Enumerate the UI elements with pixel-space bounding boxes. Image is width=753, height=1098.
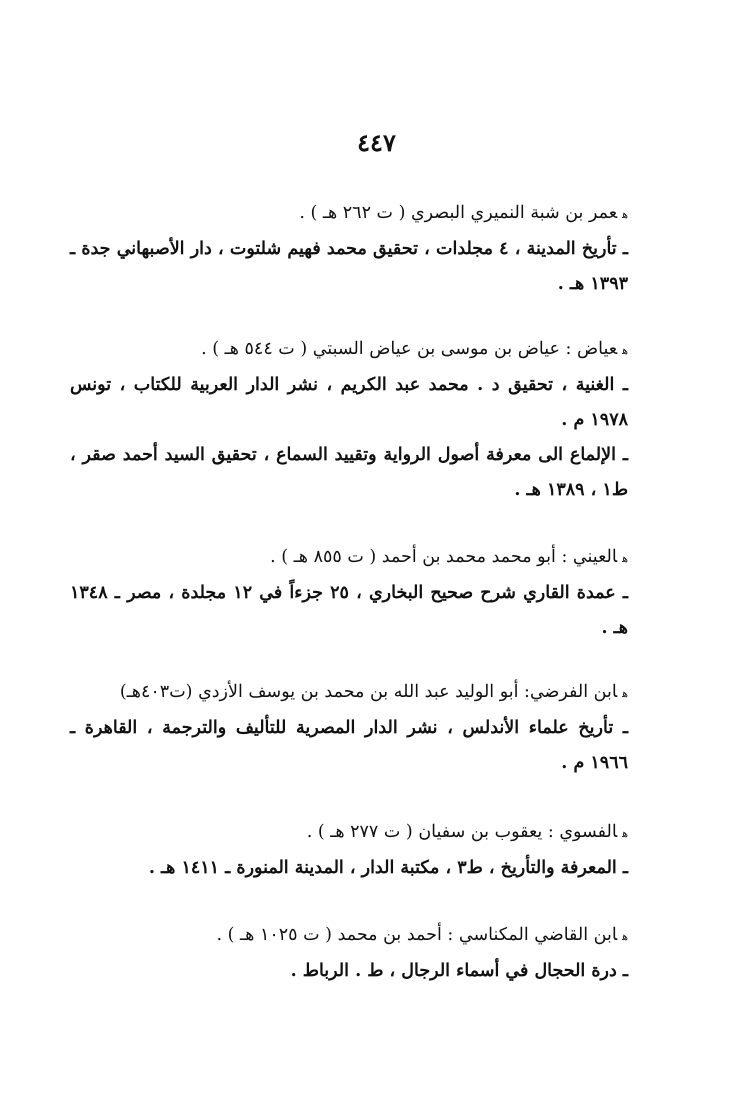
entry-work: ـ الغنية ، تحقيق د . محمد عبد الكريم ، نشر الدار العربية للكتاب ، تونس ١٩٧٨ م . (70, 375, 628, 430)
entry-marker: ه (622, 344, 628, 357)
entry-work: ـ تأريخ المدينة ، ٤ مجلدات ، تحقيق محمد فهيم شلتوت ، دار الأصبهاني جدة ـ ١٣٩٣ هـ . (70, 239, 628, 294)
entry-work: ـ تأريخ علماء الأندلس ، نشر الدار المصرية للتأليف والترجمة ، القاهرة ـ ١٩٦٦ م . (70, 718, 628, 773)
entry-marker: ه (622, 827, 628, 840)
entry-author (70, 332, 628, 368)
author-text: ابن القاضي المكناسي : أحمد بن محمد ( ت ١٠٢٥ هـ ) . (216, 925, 618, 945)
author-text: ابن الفرضي: أبو الوليد عبد الله بن محمد بن يوسف الأزدي (ت٤٠٣هـ) (119, 682, 618, 702)
entry-author (70, 196, 628, 232)
bibliography-entry (70, 332, 628, 508)
bibliography-entry (70, 196, 628, 302)
entry-author (70, 675, 628, 711)
bibliography-entry (70, 675, 628, 781)
bibliography-entry (70, 918, 628, 989)
entry-marker: ه (622, 930, 628, 943)
author-text: العيني : أبو محمد محمد بن أحمد ( ت ٨٥٥ هـ ) . (270, 547, 618, 567)
page-number: ٤٤٧ (357, 128, 396, 157)
entry-work: ـ الإلماع الى معرفة أصول الرواية وتقييد السماع ، تحقيق السيد أحمد صقر ، ط١ ، ١٣٨٩ هـ . (70, 445, 628, 500)
entry-marker: ه (622, 687, 628, 700)
entry-author (70, 815, 628, 851)
entry-author (70, 918, 628, 954)
entry-marker: ه (622, 552, 628, 565)
entry-author (70, 540, 628, 576)
author-text: الفسوي : يعقوب بن سفيان ( ت ٢٧٧ هـ ) . (306, 822, 618, 842)
entry-work: ـ درة الحجال في أسماء الرجال ، ط . الرباط . (290, 961, 628, 981)
entry-work: ـ عمدة القاري شرح صحيح البخاري ، ٢٥ جزءاً في ١٢ مجلدة ، مصر ـ ١٣٤٨ هـ . (70, 583, 629, 638)
entry-marker: ه (622, 208, 628, 221)
bibliography-entry (70, 540, 628, 646)
author-text: عمر بن شبة النميري البصري ( ت ٢٦٢ هـ ) . (299, 203, 618, 223)
author-text: عياض : عياض بن موسى بن عياض السبتي ( ت ٥٤٤ هـ ) . (201, 339, 618, 359)
entry-work: ـ المعرفة والتأريخ ، ط٣ ، مكتبة الدار ، المدينة المنورة ـ ١٤١١ هـ . (148, 858, 628, 878)
bibliography-entry (70, 815, 628, 886)
